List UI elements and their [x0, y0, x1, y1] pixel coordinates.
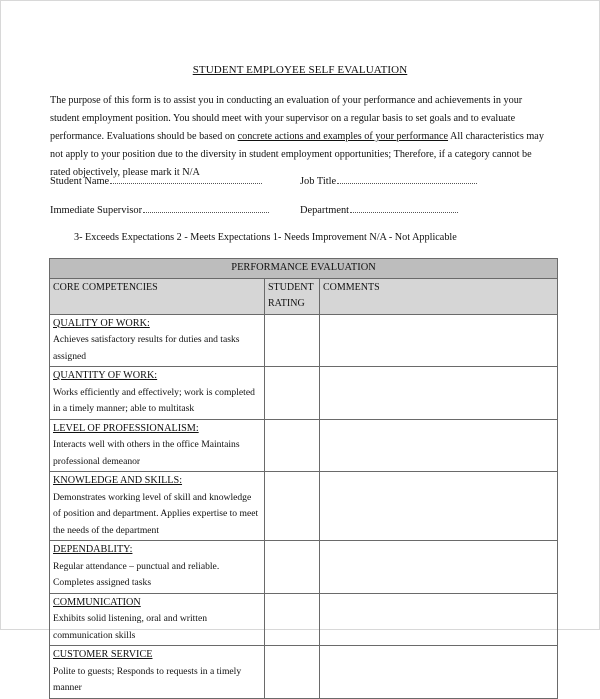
competency-cell — [50, 646, 265, 699]
column-header-row — [50, 278, 558, 314]
comments-cell[interactable] — [320, 593, 558, 646]
competency-name: KNOWLEDGE AND SKILLS: — [53, 475, 183, 486]
competency-description: Achieves satisfactory results for duties and tasks assigned — [53, 334, 240, 362]
supervisor-label: Immediate Supervisor — [50, 205, 143, 216]
competency-description: Polite to guests; Responds to requests in a timely manner — [53, 665, 242, 693]
table-row — [50, 541, 558, 594]
rating-cell[interactable] — [265, 472, 320, 541]
col-header-comments: COMMENTS — [320, 278, 558, 314]
table-row — [50, 593, 558, 646]
competency-name: DEPENDABLITY: — [53, 544, 133, 555]
competency-name: LEVEL OF PROFESSIONALISM: — [53, 422, 199, 434]
competency-name: CUSTOMER SERVICE — [53, 649, 153, 660]
table-body — [50, 314, 558, 698]
competency-description: Demonstrates working level of skill and knowledge of position and department. Applies expertise to meet the needs of the department — [53, 491, 259, 536]
student-name-field — [50, 176, 262, 187]
col-header-competencies: CORE COMPETENCIES — [50, 278, 265, 314]
rating-cell[interactable] — [265, 367, 320, 420]
table-row — [50, 314, 558, 367]
rating-scale: 3- Exceeds Expectations 2 - Meets Expectations 1- Needs Improvement N/A - Not Applicable — [74, 232, 457, 243]
evaluation-table — [49, 258, 558, 699]
competency-cell — [50, 593, 265, 646]
document-title: STUDENT EMPLOYEE SELF EVALUATION — [192, 64, 408, 76]
rating-cell[interactable] — [265, 419, 320, 472]
purpose-underlined-text: concrete actions and examples of your performance — [237, 131, 449, 142]
comments-cell[interactable] — [320, 419, 558, 472]
competency-name: QUALITY OF WORK: — [53, 317, 150, 329]
competency-cell — [50, 472, 265, 541]
job-title-field — [300, 176, 477, 187]
student-name-label: Student Name — [50, 176, 110, 187]
purpose-text-2: All characteristics may not apply to your position due to the diversity in student employment opportunities; Therefore, if a category cannot be rated objectively, please mark it N/A — [50, 131, 544, 178]
comments-cell[interactable] — [320, 314, 558, 367]
competency-cell — [50, 541, 265, 594]
competency-description: Exhibits solid listening, oral and written communication skills — [53, 613, 208, 641]
rating-cell[interactable] — [265, 646, 320, 699]
competency-name: QUANTITY OF WORK: — [53, 370, 158, 381]
purpose-paragraph — [50, 92, 550, 182]
comments-cell[interactable] — [320, 541, 558, 594]
job-title-label: Job Title — [300, 176, 337, 187]
competency-cell — [50, 367, 265, 420]
table-header-row — [50, 259, 558, 279]
job-title-blank[interactable] — [337, 182, 477, 184]
department-blank[interactable] — [350, 211, 458, 213]
purpose-text-1: The purpose of this form is to assist you in conducting an evaluation of your performance and achievements in your student employment position. You should meet with your supervisor on a regular basis to set goals and to evaluate performance. Evaluations should be based on — [50, 95, 523, 142]
department-label: Department — [300, 205, 350, 216]
competency-name: COMMUNICATION — [53, 596, 141, 608]
table-row — [50, 472, 558, 541]
rating-cell[interactable] — [265, 314, 320, 367]
comments-cell[interactable] — [320, 472, 558, 541]
competency-description: Works efficiently and effectively; work is completed in a timely manner; able to multitask — [53, 386, 255, 414]
table-header: PERFORMANCE EVALUATION — [50, 259, 558, 279]
rating-cell[interactable] — [265, 541, 320, 594]
comments-cell[interactable] — [320, 646, 558, 699]
rating-cell[interactable] — [265, 593, 320, 646]
col-header-rating: STUDENT RATING — [265, 278, 320, 314]
table-row — [50, 419, 558, 472]
competency-description: Regular attendance – punctual and reliable. Completes assigned tasks — [53, 560, 220, 588]
competency-description: Interacts well with others in the office Maintains professional demeanor — [53, 439, 240, 467]
student-name-blank[interactable] — [110, 182, 262, 184]
table-row — [50, 646, 558, 699]
competency-cell — [50, 314, 265, 367]
competency-cell — [50, 419, 265, 472]
supervisor-field — [50, 205, 269, 216]
table-row — [50, 367, 558, 420]
department-field — [300, 205, 458, 216]
comments-cell[interactable] — [320, 367, 558, 420]
supervisor-blank[interactable] — [143, 211, 269, 213]
